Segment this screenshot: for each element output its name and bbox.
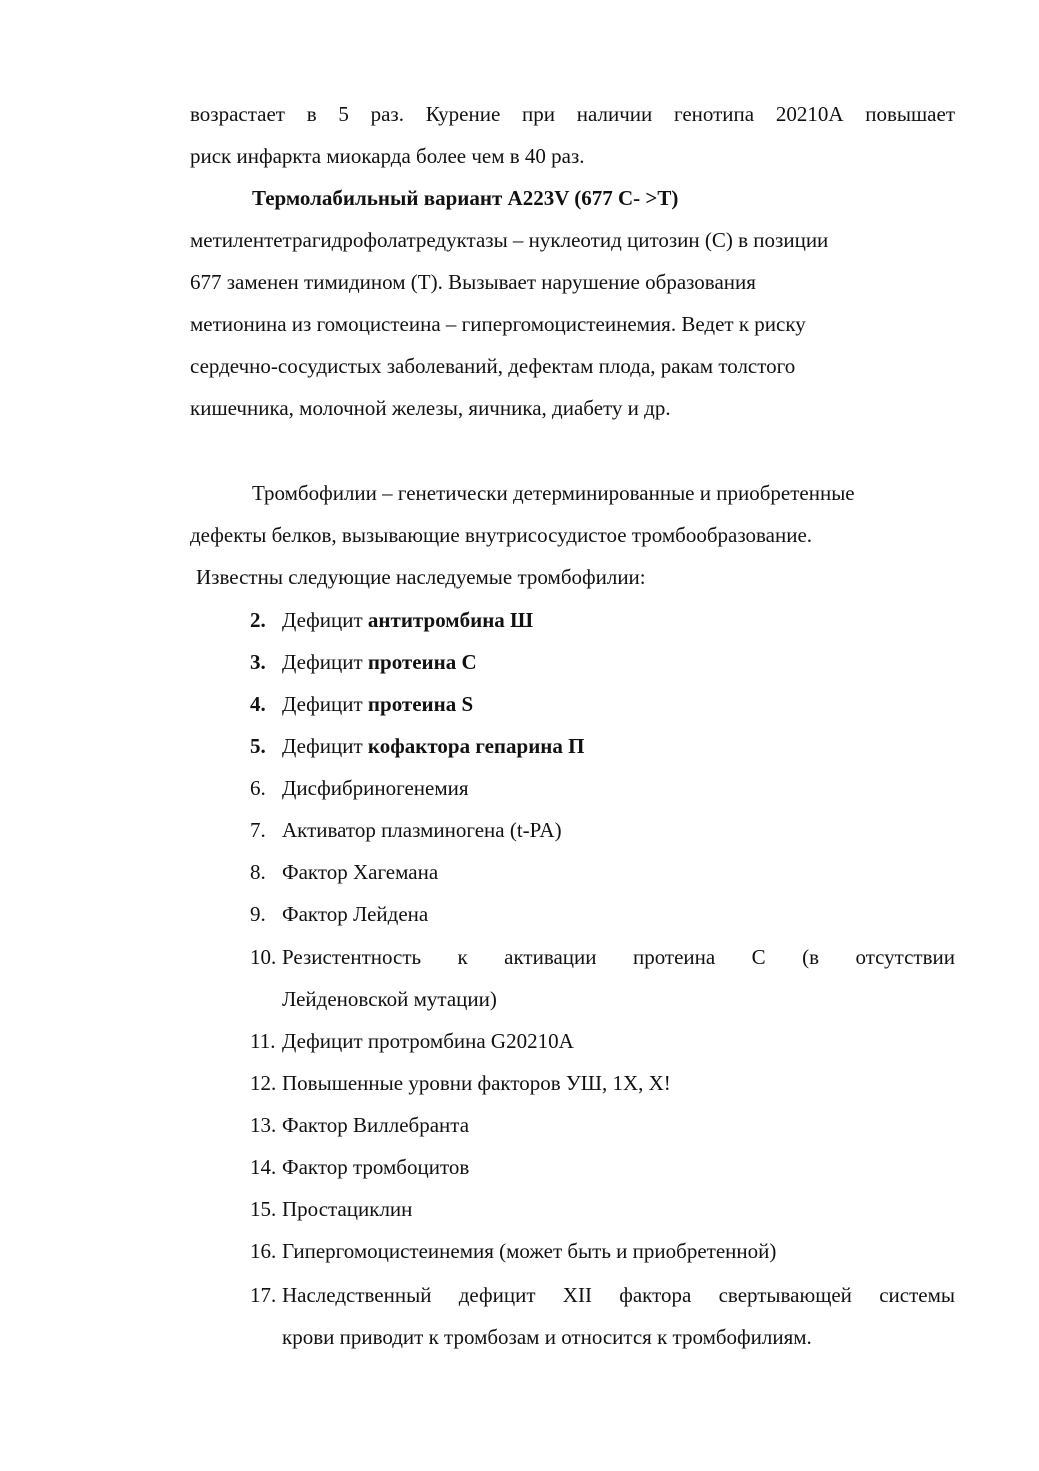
thrombophilia-line-3: Известны следующие наследуемые тромбофилии: xyxy=(196,565,646,589)
list-item-bold: антитромбина Ш xyxy=(367,608,534,632)
thermolabile-heading: Термолабильный вариант A223V (677 С- >Т) xyxy=(252,186,679,210)
list-item-text xyxy=(282,694,473,715)
thermolabile-line-5: кишечника, молочной железы, яичника, диабету и др. xyxy=(190,396,671,420)
list-item-number: 13. xyxy=(250,1113,277,1137)
list-item-prefix: Дефицит xyxy=(282,734,368,758)
list-item-bold: протеина С xyxy=(367,650,477,674)
list-item-prefix: Дефицит xyxy=(282,608,368,632)
intro-line-2: риск инфаркта миокарда более чем в 40 раз. xyxy=(190,144,585,168)
list-item-continuation: Лейденовской мутации) xyxy=(282,987,497,1011)
list-item-number: 4. xyxy=(250,692,266,716)
list-item-text xyxy=(282,736,584,757)
list-item-number: 3. xyxy=(250,650,266,674)
thrombophilia-line-1: Тромбофилии – генетически детерминированные и приобретенные xyxy=(252,481,855,505)
list-item-text: Резистентность к активации протеина С (в отсутствии xyxy=(282,945,955,969)
thrombophilia-line-2: дефекты белков, вызывающие внутрисосудистое тромбообразование. xyxy=(190,523,813,547)
list-item-text: Наследственный дефицит XII фактора свертывающей системы xyxy=(282,1283,955,1307)
list-item-text: Гипергомоцистеинемия (может быть и приобретенной) xyxy=(282,1239,777,1263)
list-item-text: Фактор Виллебранта xyxy=(282,1113,470,1137)
thermolabile-line-1: метилентетрагидрофолатредуктазы – нуклеотид цитозин (С) в позиции xyxy=(190,228,829,252)
list-item-number: 8. xyxy=(250,860,266,884)
list-item-text: Фактор тромбоцитов xyxy=(282,1155,470,1179)
list-item-number: 12. xyxy=(250,1071,277,1095)
list-item-text: Дисфибриногенемия xyxy=(282,776,469,800)
list-item-number: 11. xyxy=(250,1029,276,1053)
list-item-number: 14. xyxy=(250,1155,277,1179)
list-item-number: 17. xyxy=(250,1283,277,1307)
list-item-text xyxy=(282,610,533,631)
list-item-number: 7. xyxy=(250,818,266,842)
list-item-number: 16. xyxy=(250,1239,277,1263)
list-item-text: Повышенные уровни факторов УШ, 1Х, Х! xyxy=(282,1071,671,1095)
list-item-bold: кофактора гепарина П xyxy=(367,734,585,758)
thermolabile-line-4: сердечно-сосудистых заболеваний, дефектам плода, ракам толстого xyxy=(190,354,796,378)
list-item-number: 5. xyxy=(250,734,266,758)
list-item-number: 6. xyxy=(250,776,266,800)
list-item-text: Фактор Хагемана xyxy=(282,860,439,884)
list-item-number: 15. xyxy=(250,1197,277,1221)
intro-line-1: возрастает в 5 раз. Курение при наличии генотипа 20210А повышает xyxy=(190,102,955,126)
thermolabile-line-3: метионина из гомоцистеина – гипергомоцистеинемия. Ведет к риску xyxy=(190,312,806,336)
list-item-continuation: крови приводит к тромбозам и относится к тромбофилиям. xyxy=(282,1325,812,1349)
list-item-text xyxy=(282,652,477,673)
list-item-text: Активатор плазминогена (t-PA) xyxy=(282,818,562,842)
list-item-bold: протеина S xyxy=(367,692,474,716)
list-item-number: 10. xyxy=(250,945,277,969)
thermolabile-line-2: 677 заменен тимидином (Т). Вызывает нарушение образования xyxy=(190,270,756,294)
list-item-text: Дефицит протромбина G20210А xyxy=(282,1029,574,1053)
list-item-prefix: Дефицит xyxy=(282,692,368,716)
list-item-text: Простациклин xyxy=(282,1197,413,1221)
list-item-text: Фактор Лейдена xyxy=(282,902,429,926)
list-item-prefix: Дефицит xyxy=(282,650,368,674)
list-item-number: 2. xyxy=(250,608,266,632)
list-item-number: 9. xyxy=(250,902,266,926)
